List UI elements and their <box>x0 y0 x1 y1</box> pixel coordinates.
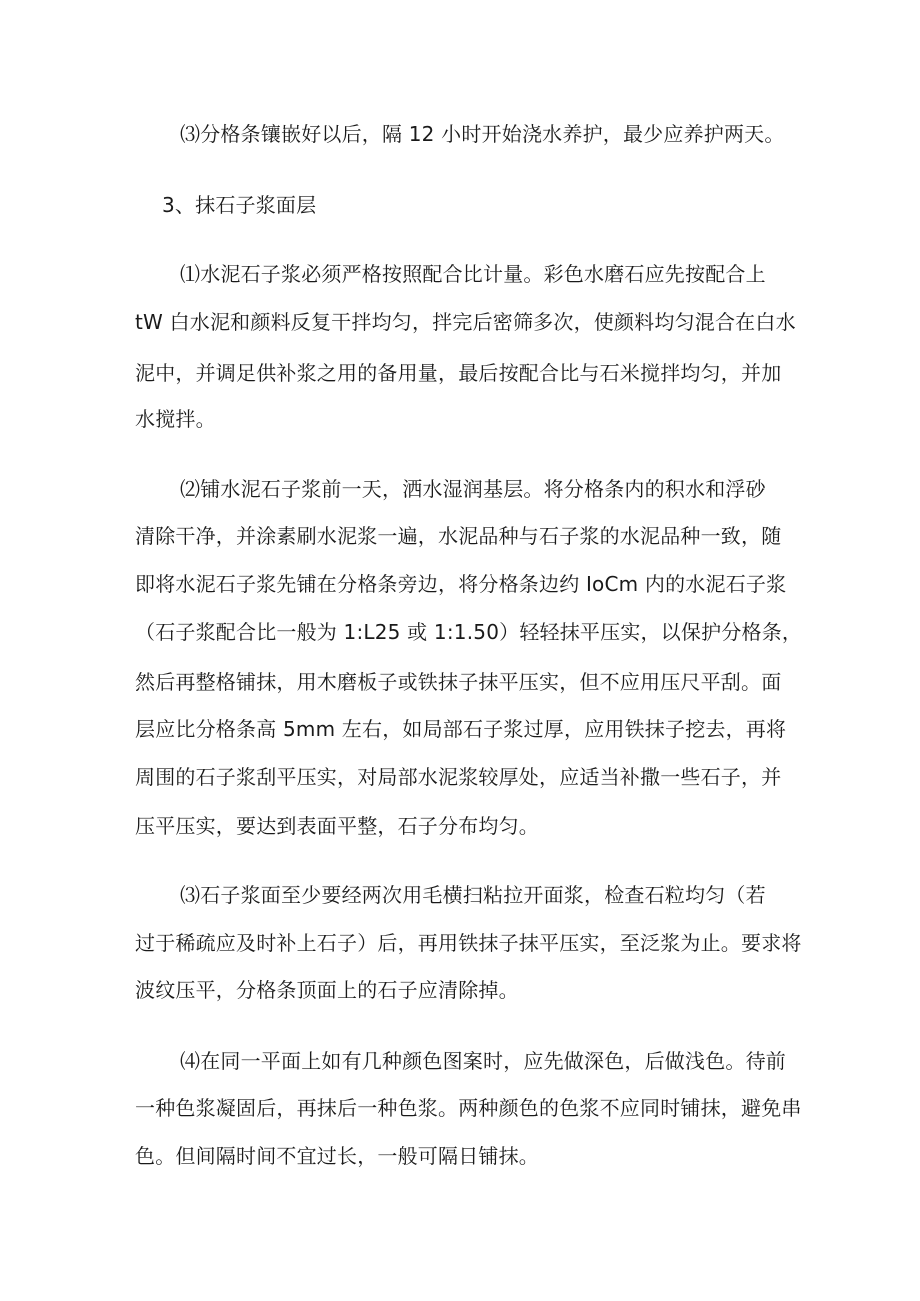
paragraph-line: ⑷在同一平面上如有几种颜色图案时，应先做深色，后做浅色。待前 <box>180 1049 786 1073</box>
paragraph-line: 周围的石子浆刮平压实，对局部水泥浆较厚处，应适当补撒一些石子，并 <box>135 765 782 789</box>
paragraph-line: 清除干净，并涂素刷水泥浆一遍，水泥品种与石子浆的水泥品种一致，随 <box>135 524 782 548</box>
paragraph-line: 过于稀疏应及时补上石子）后，再用铁抹子抹平压实，至泛浆为止。要求将 <box>135 931 802 955</box>
paragraph-line: 泥中，并调足供补浆之用的备用量，最后按配合比与石米搅拌均匀，并加 <box>135 361 782 385</box>
section-heading: 3、抹石子浆面层 <box>162 193 317 217</box>
paragraph-line: 一种色浆凝固后，再抹后一种色浆。两种颜色的色浆不应同时铺抹，避免串 <box>135 1096 802 1120</box>
paragraph-line: ⑵铺水泥石子浆前一天，洒水湿润基层。将分格条内的积水和浮砂 <box>180 477 766 501</box>
paragraph-line: ⑴水泥石子浆必须严格按照配合比计量。彩色水磨石应先按配合上 <box>180 262 766 286</box>
paragraph-line: 水搅拌。 <box>135 407 216 431</box>
paragraph-line: ⑶石子浆面至少要经两次用毛横扫粘拉开面浆，检查石粒均匀（若 <box>180 883 766 907</box>
paragraph-line: 层应比分格条高 5mm 左右，如局部石子浆过厚，应用铁抹子挖去，再将 <box>135 717 787 741</box>
paragraph-line: （石子浆配合比一般为 1:L25 或 1:1.50）轻轻抹平压实，以保护分格条， <box>135 620 803 644</box>
paragraph-line: tW 白水泥和颜料反复干拌均匀，拌完后密筛多次，使颜料均匀混合在白水 <box>135 310 796 334</box>
paragraph-line: 即将水泥石子浆先铺在分格条旁边，将分格条边约 IoCm 内的水泥石子浆 <box>135 572 787 596</box>
paragraph-line: 波纹压平，分格条顶面上的石子应清除掉。 <box>135 978 519 1002</box>
paragraph-line: 压平压实，要达到表面平整，石子分布均匀。 <box>135 814 539 838</box>
paragraph-line: 色。但间隔时间不宜过长，一般可隔日铺抹。 <box>135 1144 539 1168</box>
paragraph-line: ⑶分格条镶嵌好以后，隔 12 小时开始浇水养护，最少应养护两天。 <box>180 122 785 146</box>
paragraph-line: 然后再整格铺抹，用木磨板子或铁抹子抹平压实，但不应用压尺平刮。面 <box>135 670 782 694</box>
